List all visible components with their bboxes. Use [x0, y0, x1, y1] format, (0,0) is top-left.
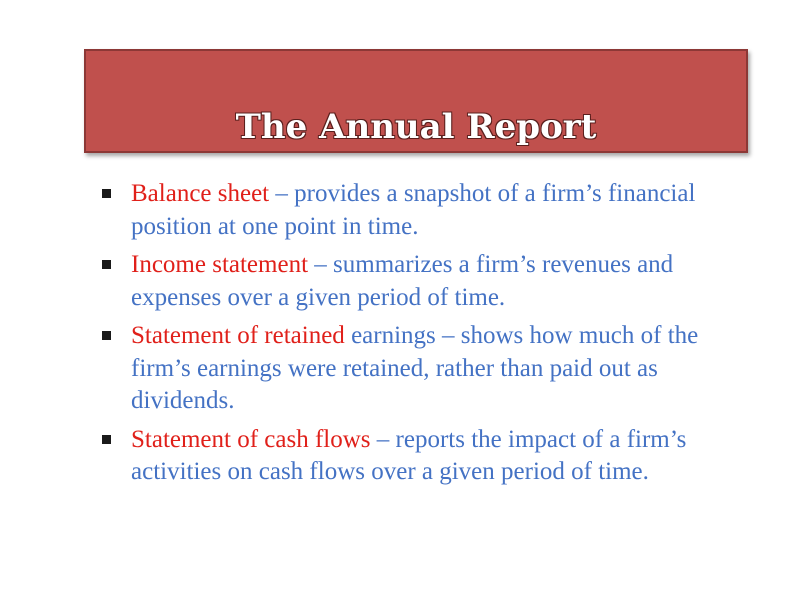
bullet-list: [100, 178, 760, 495]
bullet-item-cash-flows: [100, 424, 760, 489]
bullet-term: Statement of retained: [131, 322, 345, 349]
title-banner: [84, 49, 748, 153]
slide-title: The Annual Report: [235, 107, 597, 147]
bullet-item-retained-earnings: [100, 320, 760, 418]
square-bullet-icon: [102, 189, 111, 198]
bullet-item-income-statement: [100, 249, 760, 314]
bullet-term: Statement of cash flows: [131, 425, 371, 453]
bullet-term: Balance sheet: [131, 180, 270, 207]
square-bullet-icon: [102, 435, 111, 444]
bullet-description: earnings – shows how much of the firm’s earnings were retained, rather than paid out as dividends.: [131, 322, 699, 414]
bullet-term: Income statement: [131, 251, 309, 278]
bullet-description: – summarizes a firm’s revenues and expenses over a given period of time.: [131, 251, 674, 311]
bullet-description: – reports the impact of a firm’s activities on cash flows over a given period of time.: [131, 425, 687, 485]
bullet-description: – provides a snapshot of a firm’s financial position at one point in time.: [131, 180, 696, 240]
bullet-item-balance-sheet: [100, 178, 760, 243]
square-bullet-icon: [102, 331, 111, 340]
square-bullet-icon: [102, 260, 111, 269]
